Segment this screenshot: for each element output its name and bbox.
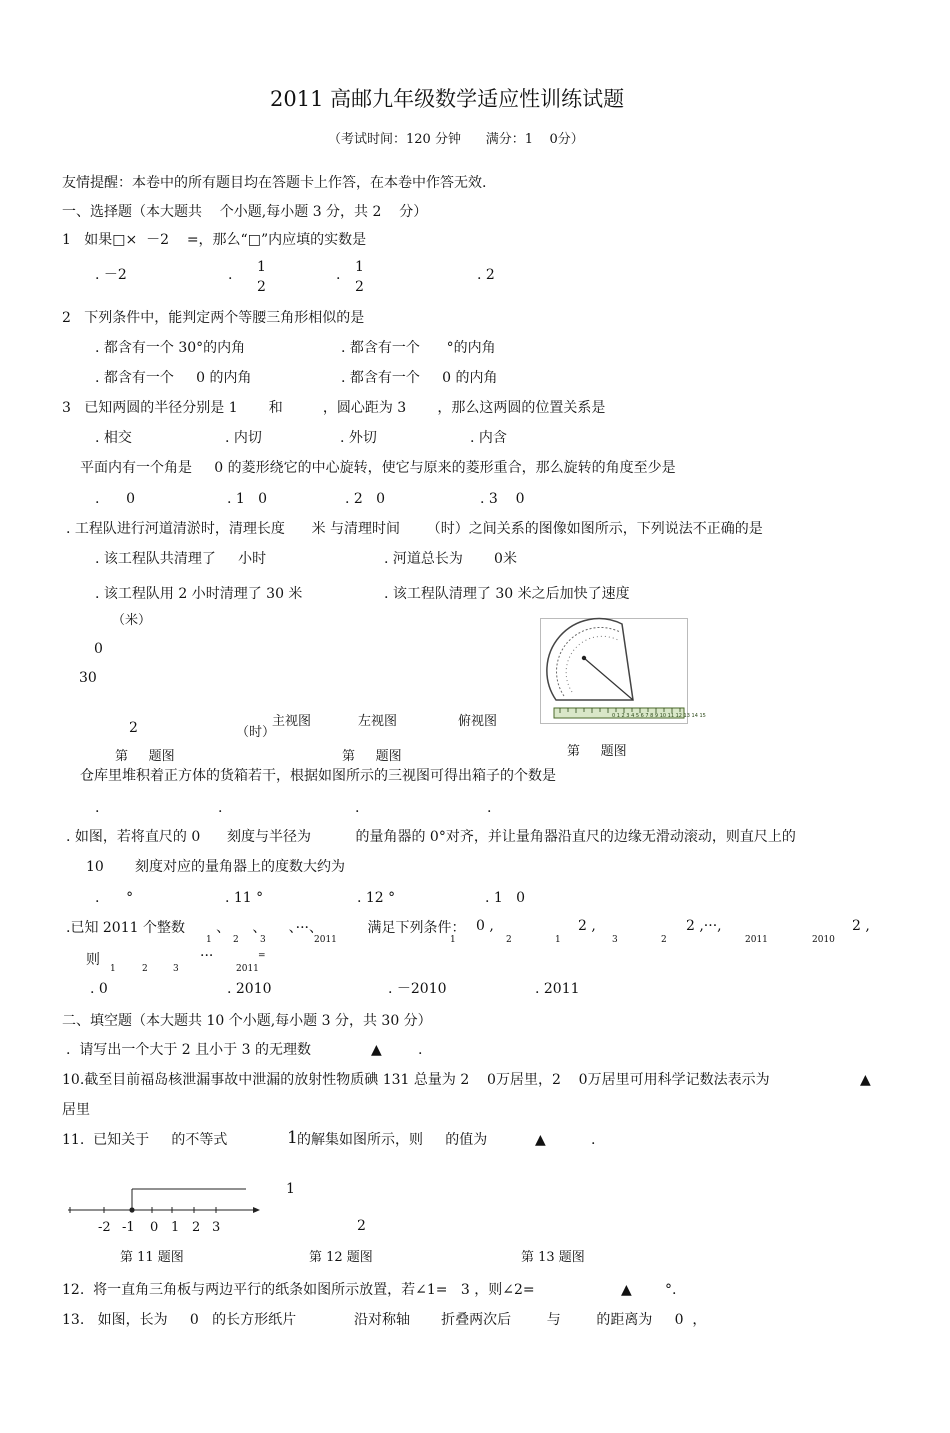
q5-option-b: . 河道总长为 0米	[384, 551, 517, 567]
section-2-heading: 二、填空题（本大题共 10 个小题,每小题 3 分，共 30 分）	[62, 1013, 432, 1029]
q2-stem: 2 下列条件中，能判定两个等腰三角形相似的是	[62, 310, 365, 326]
q8-subscript: 2	[661, 935, 667, 945]
q8-subscript: 1	[450, 935, 456, 945]
q1-option-c: .	[336, 267, 341, 283]
fig-caption-12: 第 12 题图	[309, 1250, 373, 1265]
q1-option-b-numerator: 1	[257, 259, 266, 275]
q5-option-d: . 该工程队清理了 30 米之后加快了速度	[384, 586, 630, 602]
q8-stem-line2: 则	[86, 952, 100, 968]
q2-option-a: . 都含有一个 30°的内角	[95, 340, 246, 356]
q5-option-a: . 该工程队共清理了 小时	[95, 551, 267, 567]
q8-condition-3: 2 ,···,	[686, 918, 722, 934]
q7-option-c: . 12 °	[357, 890, 396, 906]
q2-option-b: . 都含有一个 °的内角	[341, 340, 496, 356]
q8-option-a: . 0	[90, 981, 108, 997]
q5-option-c: . 该工程队用 2 小时清理了 30 米	[95, 586, 303, 602]
q7-stem: . 如图，若将直尺的 0 刻度与半径为 的量角器的 0°对齐，并让量角器沿直尺的边缘无滑动滚动，则直尺上的	[66, 829, 796, 845]
q8-subscript: 2011	[745, 935, 768, 945]
q8-subscript: 2010	[812, 935, 835, 945]
q9-period: .	[418, 1042, 423, 1058]
q8-condition-1: 0 ,	[476, 918, 494, 934]
q13-stem: 13. 如图，长为 0 的长方形纸片 沿对称轴 折叠两次后 与 的距离为 0 ，	[62, 1312, 707, 1328]
front-view-label: 主视图	[272, 714, 312, 729]
ruler-scale-text: 0 1 2 3 4 5 6 7 8 9 10 11 12 13 14 15	[612, 713, 706, 719]
q3-option-b: . 内切	[225, 430, 262, 446]
q4-option-c: . 2 0	[345, 491, 386, 507]
q2-option-c: . 都含有一个 0 的内角	[95, 370, 252, 386]
fig-caption-q5: 第 题图	[115, 749, 175, 764]
q4-option-d: . 3 0	[480, 491, 525, 507]
q7-option-b: . 11 °	[225, 890, 264, 906]
q6-option-b: .	[218, 800, 223, 816]
q8-condition-4: 2 ,	[852, 918, 870, 934]
q8-stem: .已知 2011 个整数 、 、 、···、 满足下列条件：	[66, 920, 466, 936]
q1-option-b: .	[228, 267, 233, 283]
q9-stem: . 请写出一个大于 2 且小于 3 的无理数	[66, 1042, 311, 1058]
q5-stem: . 工程队进行河道清淤时，清理长度 米 与清理时间 （时）之间关系的图像如图所示，下列说法不正确的是	[66, 521, 763, 537]
q12-degree-end: °.	[665, 1282, 677, 1298]
graph-y-tick-1: 0	[94, 641, 103, 657]
q7-option-a: . °	[95, 890, 134, 906]
page-subtitle: （考试时间：120 分钟 满分：1 0分）	[328, 132, 584, 147]
q4-option-b: . 1 0	[227, 491, 268, 507]
q8-subscript: 1	[110, 964, 116, 974]
q3-option-d: . 内含	[470, 430, 507, 446]
q8-subscript: 2011	[314, 935, 337, 945]
q3-option-a: . 相交	[95, 430, 132, 446]
q6-option-a: .	[95, 800, 100, 816]
graph-x-tick-1: 2	[129, 720, 138, 736]
number-line-figure	[64, 1180, 264, 1220]
q10-answer-mark: ▲	[860, 1072, 871, 1088]
fig-caption-q6: 第 题图	[342, 749, 402, 764]
fig-caption-q7: 第 题图	[567, 744, 627, 759]
q1-option-b-denominator: 2	[257, 279, 266, 295]
q8-subscript: 2	[506, 935, 512, 945]
q6-option-d: .	[487, 800, 492, 816]
fig13-label: 2	[357, 1218, 366, 1234]
left-view-label: 左视图	[358, 714, 398, 729]
q8-subscript: 2011	[236, 964, 259, 974]
graph-y-axis-label: （米）	[112, 613, 152, 628]
q11-stem: 11. 已知关于 的不等式	[62, 1132, 228, 1148]
q9-answer-mark: ▲	[371, 1042, 382, 1058]
q8-subscript: 1	[206, 935, 212, 945]
number-line-tick--1: -1	[122, 1220, 135, 1235]
q1-option-d: . 2	[477, 267, 495, 283]
fig-caption-13: 第 13 题图	[521, 1250, 585, 1265]
notice: 友情提醒：本卷中的所有题目均在答题卡上作答，在本卷中作答无效.	[62, 175, 487, 191]
number-line-tick--2: -2	[98, 1220, 111, 1235]
q1-option-a: . －2	[95, 267, 127, 283]
number-line-tick-0: 0	[150, 1220, 159, 1235]
q8-option-c: . －2010	[388, 981, 447, 997]
q8-option-b: . 2010	[227, 981, 272, 997]
q8-subscript: 3	[612, 935, 618, 945]
q3-stem: 3 已知两圆的半径分别是 1 和 ，圆心距为 3 ，那么这两圆的位置关系是	[62, 400, 606, 416]
q2-option-d: . 都含有一个 0 的内角	[341, 370, 498, 386]
q8-equals: =	[258, 951, 266, 961]
q6-option-c: .	[355, 800, 360, 816]
number-line-tick-3: 3	[212, 1220, 221, 1235]
q8-subscript: 1	[555, 935, 561, 945]
q7-stem-line2: 10 刻度对应的量角器上的度数大约为	[86, 859, 345, 875]
graph-y-tick-2: 30	[79, 670, 97, 686]
protractor-ruler-figure	[540, 618, 706, 724]
q11-period: .	[591, 1132, 596, 1148]
q10-stem: 10.截至目前福岛核泄漏事故中泄漏的放射性物质碘 131 总量为 2 0万居里，2 0万居里可用科学记数法表示为	[62, 1072, 770, 1088]
q1-stem: 1 如果□× －2 =，那么“□”内应填的实数是	[62, 232, 367, 248]
section-1-heading: 一、选择题（本大题共 个小题,每小题 3 分，共 2 分）	[62, 204, 428, 220]
q11-inequality-rhs: 1	[287, 1128, 298, 1148]
q11-answer-mark: ▲	[535, 1132, 546, 1148]
number-line-tick-2: 2	[192, 1220, 201, 1235]
fig12-angle-label: 1	[286, 1181, 295, 1197]
q8-subscript: 3	[173, 964, 179, 974]
q4-stem: 平面内有一个角是 0 的菱形绕它的中心旋转，使它与原来的菱形重合，那么旋转的角度至少是	[80, 460, 676, 476]
q3-option-c: . 外切	[340, 430, 377, 446]
number-line-tick-1: 1	[171, 1220, 180, 1235]
q4-option-a: . 0	[95, 491, 136, 507]
q12-answer-mark: ▲	[621, 1282, 632, 1298]
q6-stem: 仓库里堆积着正方体的货箱若干，根据如图所示的三视图可得出箱子的个数是	[80, 768, 556, 784]
q8-option-d: . 2011	[535, 981, 580, 997]
q10-unit: 居里	[62, 1102, 90, 1118]
q7-option-d: . 1 0	[485, 890, 526, 906]
q1-option-c-denominator: 2	[355, 279, 364, 295]
q8-subscript: 2	[142, 964, 148, 974]
graph-x-axis-label: （时）	[236, 725, 276, 740]
fig-caption-11: 第 11 题图	[120, 1250, 184, 1265]
q1-option-c-numerator: 1	[355, 259, 364, 275]
q8-condition-2: 2 ,	[578, 918, 596, 934]
q12-stem: 12. 将一直角三角板与两边平行的纸条如图所示放置，若∠1= 3 ，则∠2=	[62, 1282, 535, 1298]
page-title: 2011 高邮九年级数学适应性训练试题	[270, 87, 625, 111]
q8-subscript: 2	[233, 935, 239, 945]
q8-ellipsis: ···	[200, 948, 214, 964]
q11-stem-end: 的解集如图所示，则 的值为	[297, 1132, 488, 1148]
q8-subscript: 3	[260, 935, 266, 945]
top-view-label: 俯视图	[458, 714, 498, 729]
